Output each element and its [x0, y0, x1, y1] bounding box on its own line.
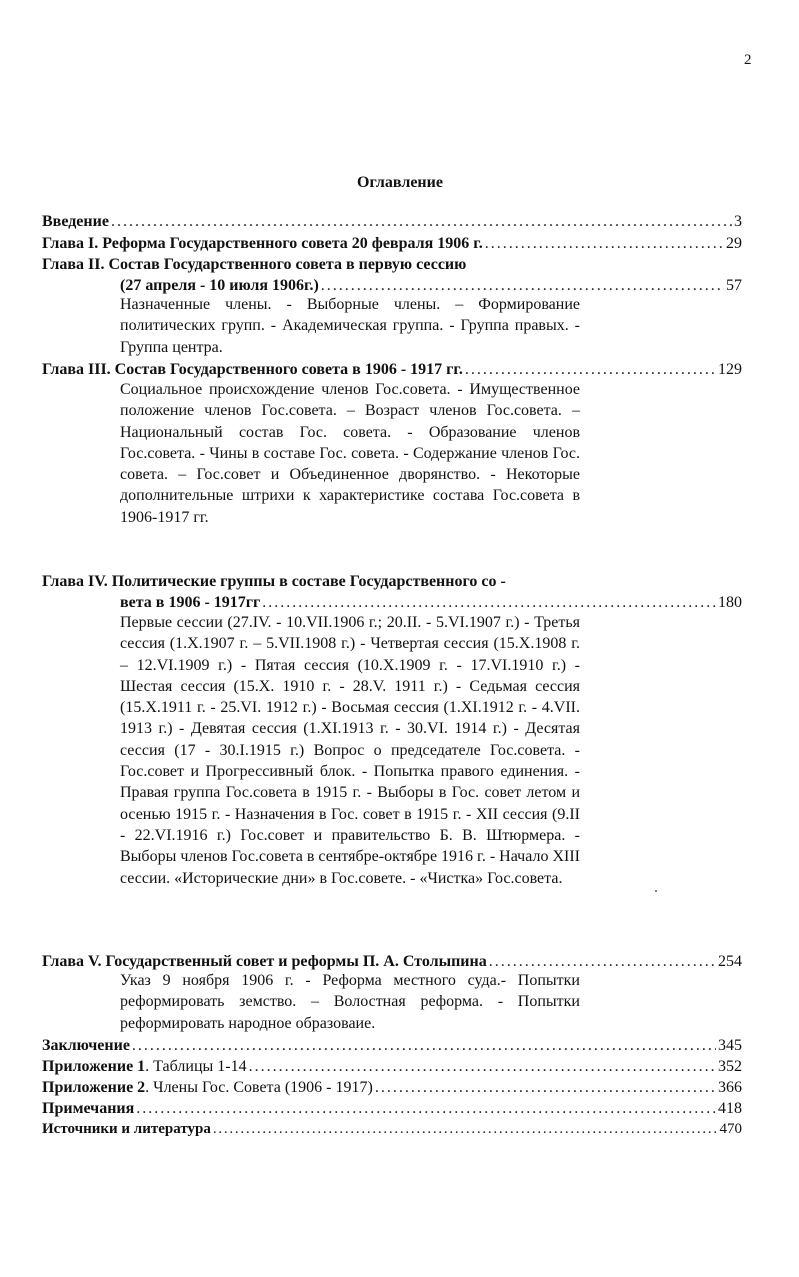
toc-label: Глава V. Государственный совет и реформы П. А. Столыпина — [42, 953, 487, 970]
leader-dots — [321, 275, 724, 296]
leader-dots — [465, 359, 716, 380]
toc-page: 129 — [718, 361, 742, 378]
leader-dots — [375, 1077, 716, 1098]
leader-dots — [489, 951, 716, 972]
toc-label: вета в 1906 - 1917гг — [120, 594, 261, 611]
toc-page: 366 — [718, 1079, 742, 1096]
toc-label: Примечания — [42, 1100, 135, 1117]
chapter-4-description: Первые сессии (27.IV. - 10.VII.1906 г.; 20.II. - 5.VI.1907 г.) - Третья сессия (1.X.1907 г. – 5.VII.1908 г.) - Четвертая сессия (15.X.1908 г. – 12.VI.1909 г.) - Пятая сессия (10.X.1909 г. - 17.VI.1910 г.) - Шестая сессия (15.X. 1910 г. - 28.V. 1911 г.) - Седьмая сессия (15.X.1911 г. - 25.VI. 1912 г.) - Восьмая сессия (1.XI.1912 г. - 4.VII. 1913 г.) - Девятая сессия (1.XI.1913 г. - 30.VI. 1914 г.) - Десятая сессия (17 - 30.I.1915 г.) Вопрос о председателе Гос.совета. - Гос.совет и Прогрессивный блок. - Попытка правого единения. - Правая группа Гос.совета в 1915 г. - Выборы в Гос. совет летом и осенью 1915 г. - Назначения в Гос. совет в 1915 г. - XII сессия (9.II - 22.VI.1916 г.) Гос.совет и правительство Б. В. Штюрмера. - Выборы членов Гос.совета в сентябре-октябре 1916 г. - Начало XIII сессии. «Исторические дни» в Гос.совете. - «Чистка» Гос.совета. — [120, 614, 581, 887]
toc-entry-chapter-1[interactable] — [42, 233, 742, 254]
toc-label: (27 апреля - 10 июля 1906г.) — [120, 277, 319, 294]
toc-page: 418 — [718, 1100, 742, 1117]
leader-dots — [249, 1056, 716, 1077]
leader-dots — [262, 592, 716, 613]
leader-dots — [485, 233, 724, 254]
toc-entry-chapter-5[interactable] — [42, 951, 742, 972]
toc-entry-chapter-4-dates[interactable] — [120, 592, 742, 613]
toc-page: 254 — [718, 953, 742, 970]
toc-entry-sources[interactable] — [42, 1119, 742, 1140]
toc-entry-appendix-1[interactable] — [42, 1056, 742, 1077]
toc-page: 57 — [726, 277, 742, 294]
leader-dots — [213, 1119, 718, 1140]
leader-dots — [136, 1098, 716, 1119]
chapter-3-description: Социальное происхождение членов Гос.совета. - Имущественное положение членов Гос.совета. – Возраст членов Гос.совета. – Национальный состав Гос. совета. - Образование членов Гос.совета. - Чины в составе Гос. совета. - Содержание членов Гос. совета. – Гос.совет и Объединенное дворянство. - Некоторые дополнительные штрихи к характеристике состава Гос.совета в 1906-1917 гг. — [120, 381, 580, 526]
toc-entry-chapter-3[interactable] — [42, 359, 742, 380]
toc-label: Заключение — [42, 1037, 130, 1054]
stray-mark — [655, 890, 657, 892]
leader-dots — [111, 211, 732, 232]
chapter-2-description: Назначенные члены. - Выборные члены. – Формирование политических групп. - Академическая группа. - Группа правых. - Группа центра. — [120, 296, 580, 356]
toc-entry-chapter-2-dates[interactable] — [120, 275, 742, 296]
toc-entry-appendix-2[interactable] — [42, 1077, 742, 1098]
toc-page: 345 — [718, 1037, 742, 1054]
chapter-5-description: Указ 9 ноября 1906 г. - Реформа местного суда.- Попытки реформировать земство. – Волостная реформа. - Попытки реформировать народное образоваие. — [120, 972, 580, 1032]
toc-label: Введение — [42, 213, 109, 230]
toc-entry-chapter-4-title[interactable]: Глава IV. Политические группы в составе Государственного со - — [42, 573, 506, 590]
toc-page: 352 — [718, 1058, 742, 1075]
toc-entry-notes[interactable] — [42, 1098, 742, 1119]
toc-entry-intro[interactable] — [42, 211, 742, 232]
leader-dots — [132, 1035, 716, 1056]
toc-page: 180 — [718, 594, 742, 611]
toc-page: 29 — [726, 235, 742, 252]
toc-page: 3 — [734, 213, 742, 230]
toc-label: Глава III. Состав Государственного совета в 1906 - 1917 гг. — [42, 361, 463, 378]
toc-entry-chapter-2-title[interactable]: Глава II. Состав Государственного совета в первую сессию — [42, 256, 467, 273]
toc-label: Глава I. Реформа Государственного совета 20 февраля 1906 г. — [42, 235, 483, 252]
toc-label: Источники и литература — [42, 1121, 211, 1137]
toc-label: Приложение 1. Таблицы 1-14 — [42, 1058, 247, 1075]
page-title: Оглавление — [357, 174, 443, 191]
toc-entry-conclusion[interactable] — [42, 1035, 742, 1056]
toc-label: Приложение 2. Члены Гос. Совета (1906 - 1917) — [42, 1079, 373, 1096]
toc-page: 470 — [719, 1121, 742, 1137]
page-number: 2 — [744, 52, 752, 68]
